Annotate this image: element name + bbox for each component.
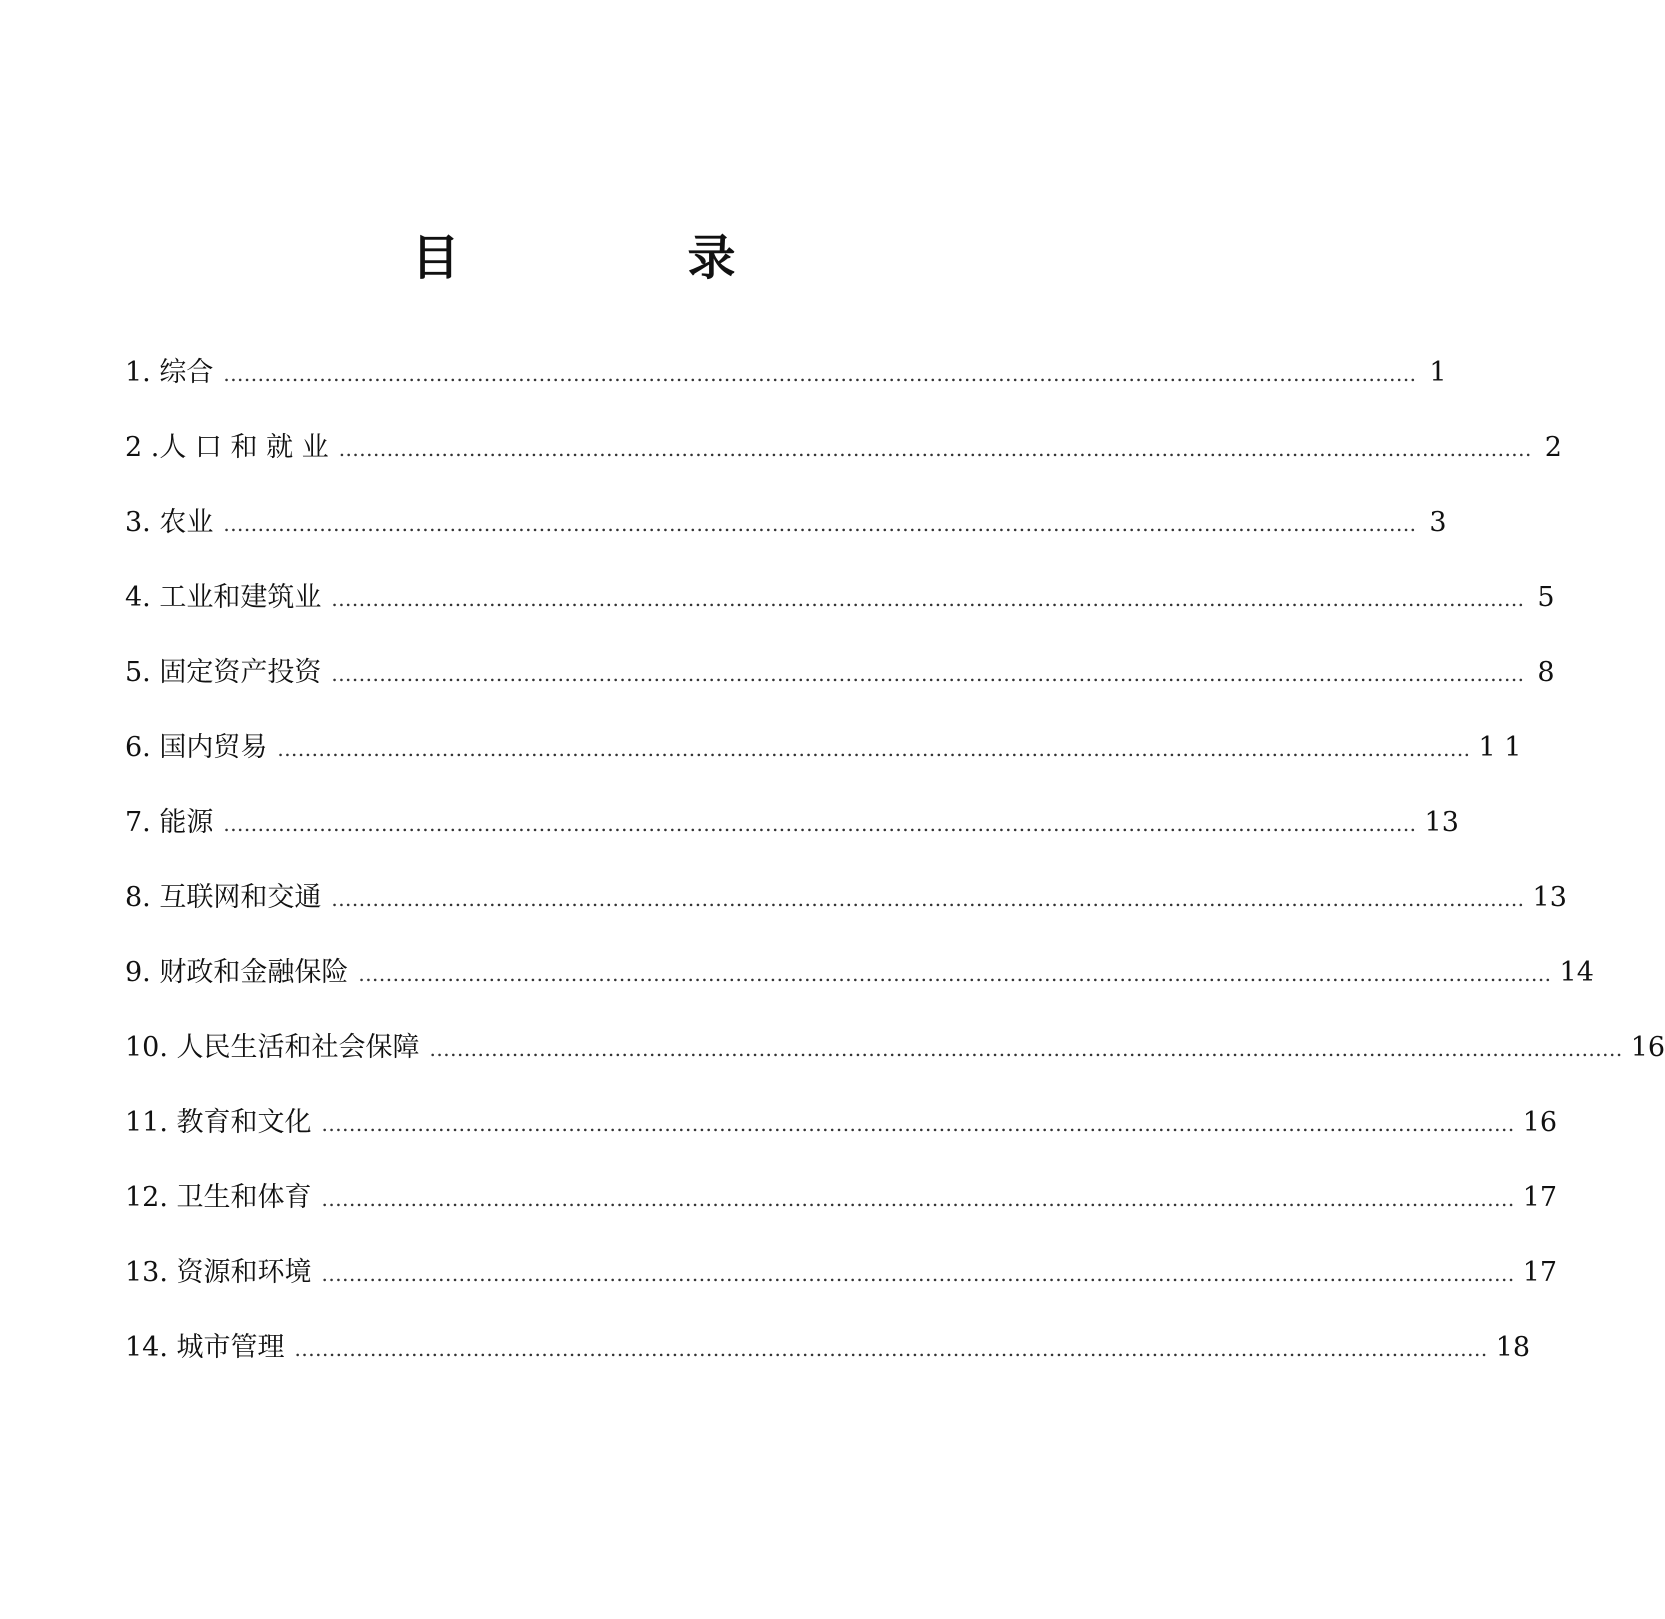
toc-entry-label: 9. 财政和金融保险 [125, 957, 349, 988]
toc-entry-label: 7. 能源 [125, 807, 214, 838]
toc-entry-label: 1. 综合 [125, 357, 214, 388]
toc-entry[interactable] [125, 1170, 1558, 1245]
toc-page-number: 13 [1424, 807, 1459, 838]
toc-entry-label: 4. 工业和建筑业 [125, 582, 322, 613]
toc-page-number: 17 [1522, 1182, 1558, 1213]
table-of-contents [125, 345, 1665, 1395]
toc-page-number: 16 [1522, 1107, 1558, 1138]
toc-entry-label: 3. 农业 [125, 507, 214, 538]
toc-page-number: 16 [1630, 1032, 1665, 1063]
toc-page-number: 1 [1429, 357, 1447, 388]
toc-entry[interactable] [125, 1095, 1558, 1170]
toc-entry-label: 12. 卫生和体育 [125, 1182, 312, 1213]
toc-page-number: 3 [1429, 507, 1447, 538]
toc-entry-label: 8. 互联网和交通 [125, 882, 322, 913]
toc-entry[interactable] [125, 345, 1447, 420]
toc-entry-label: 6. 国内贸易 [125, 732, 268, 763]
toc-page-number: 2 [1544, 432, 1562, 463]
toc-page-number: 14 [1559, 957, 1594, 988]
toc-leader-dots: .............................................................................................................................................................................. [321, 1112, 1515, 1136]
toc-entry-label: 5. 固定资产投资 [125, 657, 322, 688]
toc-page-number: 13 [1532, 882, 1567, 913]
toc-leader-dots: .............................................................................................................................................................................. [223, 362, 1417, 386]
toc-leader-dots: .............................................................................................................................................................................. [358, 962, 1552, 986]
toc-leader-dots: .............................................................................................................................................................................. [321, 1187, 1515, 1211]
toc-entry-label: 13. 资源和环境 [125, 1257, 312, 1288]
toc-page-number: 18 [1495, 1332, 1531, 1363]
toc-leader-dots: .............................................................................................................................................................................. [331, 887, 1525, 911]
page-title: 目 录 [411, 230, 826, 286]
toc-entry-label: 10. 人民生活和社会保障 [125, 1032, 420, 1063]
toc-entry[interactable] [125, 1245, 1558, 1320]
toc-page-number: 17 [1522, 1257, 1558, 1288]
toc-entry[interactable] [125, 645, 1555, 720]
toc-entry[interactable] [125, 495, 1447, 570]
toc-entry-label: 2 .人 口 和 就 业 [125, 432, 329, 463]
toc-leader-dots: .............................................................................................................................................................................. [294, 1337, 1488, 1361]
toc-entry-label: 14. 城市管理 [125, 1332, 285, 1363]
toc-page-number: 8 [1537, 657, 1555, 688]
toc-entry[interactable] [125, 1320, 1531, 1395]
toc-leader-dots: .............................................................................................................................................................................. [277, 737, 1471, 761]
toc-entry[interactable] [125, 870, 1567, 945]
toc-leader-dots: .............................................................................................................................................................................. [223, 512, 1417, 536]
toc-entry[interactable] [125, 420, 1562, 495]
toc-leader-dots: .............................................................................................................................................................................. [429, 1037, 1623, 1061]
toc-leader-dots: .............................................................................................................................................................................. [331, 587, 1525, 611]
toc-entry[interactable] [125, 795, 1459, 870]
toc-entry[interactable] [125, 1020, 1665, 1095]
toc-leader-dots: .............................................................................................................................................................................. [331, 662, 1525, 686]
toc-page-number: 1 1 [1478, 732, 1522, 763]
toc-entry-label: 11. 教育和文化 [125, 1107, 312, 1138]
toc-entry[interactable] [125, 720, 1522, 795]
toc-leader-dots: .............................................................................................................................................................................. [223, 812, 1417, 836]
toc-leader-dots: .............................................................................................................................................................................. [338, 437, 1532, 461]
toc-page-number: 5 [1537, 582, 1555, 613]
toc-entry[interactable] [125, 945, 1594, 1020]
toc-leader-dots: .............................................................................................................................................................................. [321, 1262, 1515, 1286]
toc-entry[interactable] [125, 570, 1555, 645]
